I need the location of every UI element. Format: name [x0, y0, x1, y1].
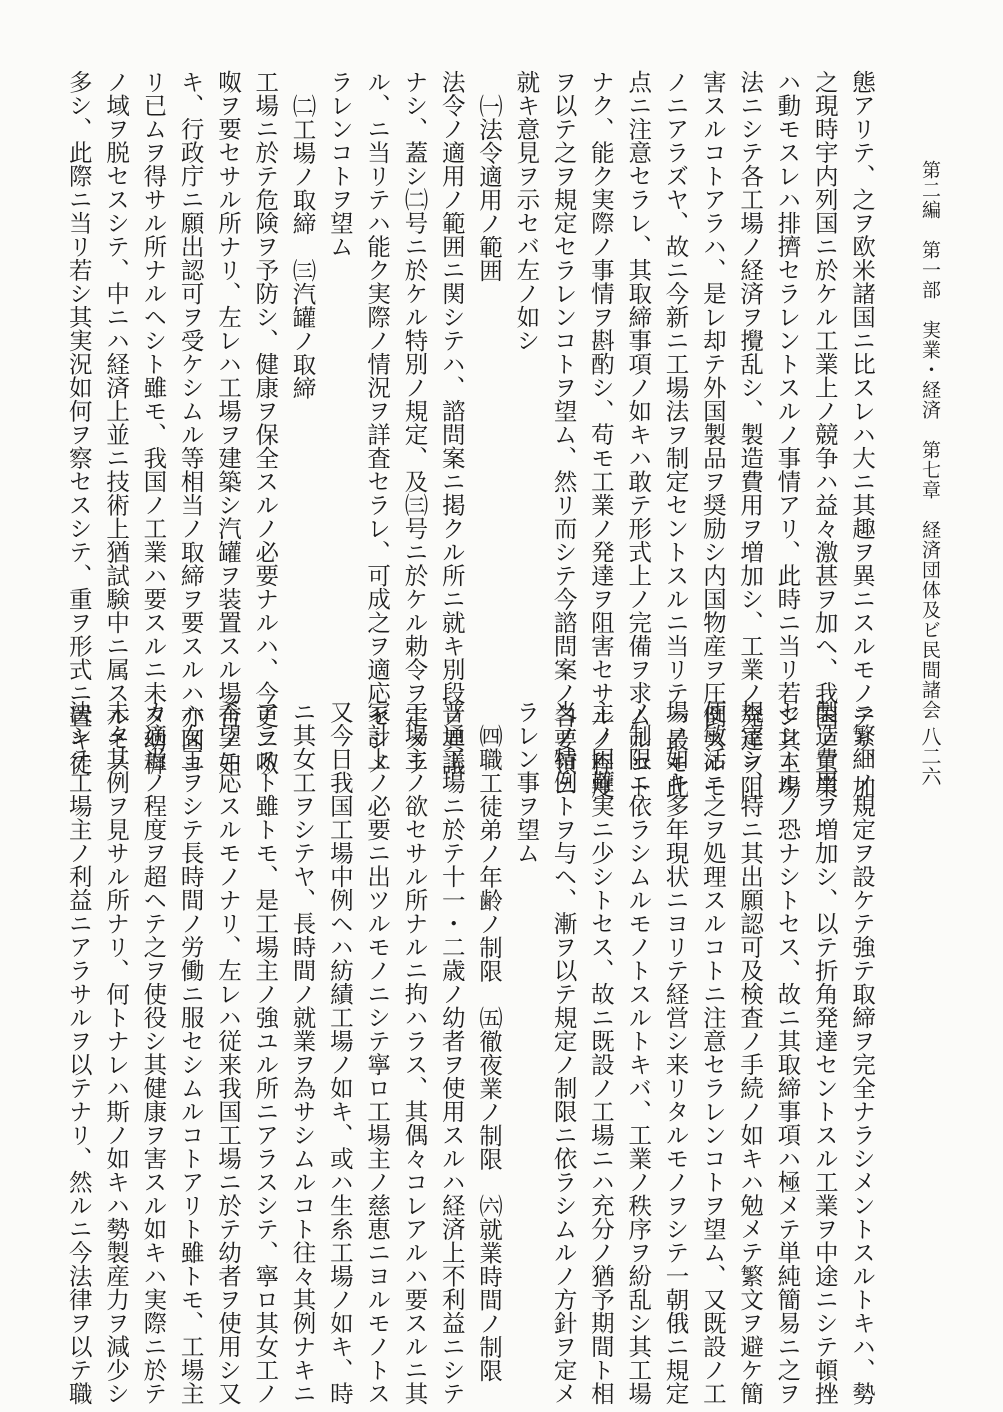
text-line: 場ノ如キ多年現状ニヨリテ経営シ来リタルモノヲシテ一朝俄ニ規定 [661, 700, 690, 1405]
text-line: キ、行政庁ニ願出認可ヲ受ケシムル等相当ノ取締ヲ要スルハ亦固ヨ [176, 70, 205, 775]
text-line: 家計上ノ必要ニ出ツルモノニシテ寧ロ工場主ノ慈恵ニヨルモノトス [363, 700, 392, 1405]
text-line: 害スルコトアラハ、是レ却テ外国製品ヲ奨励シ内国物産ヲ圧倒スルモ [698, 70, 727, 799]
text-line: ニ其女工ヲシテヤ、長時間ノ就業ヲ為サシムルコト往々其例ナキニ [288, 700, 317, 1405]
section-heading: ㈣職工徒弟ノ年齢ノ制限 ㈤徹夜業ノ制限 ㈥就業時間ノ制限 [475, 724, 504, 1382]
text-line: 未タ其例ヲ見サル所ナリ、何トナレハ斯ノ如キハ勢製産力ヲ減少シ [102, 700, 131, 1405]
text-line: 決シテ工場主ノ利益ニアラサルヲ以テナリ、然ルニ今法律ヲ以テ職 [64, 700, 93, 1405]
text-line: ノ域ヲ脱セスシテ、中ニハ経済上並ニ技術上猶試験中ニ属スルモノ [102, 70, 131, 775]
section-heading: ㈡工場ノ取締 ㈢汽罐ノ取締 [288, 94, 317, 400]
text-line: 普通工場ニ於テ十一・二歳ノ幼者ヲ使用スルハ経済上不利益ニシテ [437, 700, 466, 1405]
text-line: ハ女工ヲシテ長時間ノ労働ニ服セシムルコトアリト雖トモ、工場主 [176, 700, 205, 1405]
text-line: ル、ニ当リテハ能ク実際ノ情況ヲ詳査セラレ、可成之ヲ適応セシメ [363, 70, 392, 775]
text-line: カ適当ノ程度ヲ超ヘテ之ヲ使役シ其健康ヲ害スル如キハ実際ニ於テ [139, 700, 168, 1405]
text-line: 之現時宇内列国ニ於ケル工業上ノ競争ハ益々激甚ヲ加ヘ、我国ノ工業 [810, 70, 839, 799]
text-line: 規定シ、特ニ其出願認可及検査ノ手続ノ如キハ勉メテ繁文ヲ避ケ簡 [736, 700, 765, 1405]
text-line: 態アリテ、之ヲ欧米諸国ニ比スレハ大ニ其趣ヲ異ニスルモノアリ、加 [848, 70, 876, 799]
text-line: ナク、能ク実際ノ事情ヲ斟酌シ、苟モ工業ノ発達ヲ阻害セサルノ程度 [586, 70, 615, 799]
text-line: ラレン事ヲ望ム [512, 700, 541, 865]
page-number: 八二六 [918, 726, 942, 786]
text-line: 製造費用ヲ増加シ、以テ折角発達セントスル工業ヲ中途ニシテ頓挫 [810, 700, 839, 1405]
text-line: 主ノ困難実ニ少シトセス、故ニ既設ノ工場ニハ充分ノ猶予期間ト相 [586, 700, 615, 1405]
text-line: ナシ、蓋シ㈡号ニ於ケル特別ノ規定、及㈢号ニ於ケル勅令ヲ定メラ [400, 70, 429, 775]
text-line: 法令ノ適用ノ範囲ニ関シテハ、諮問案ニ掲クル所ニ就キ別段ノ異議 [437, 70, 466, 775]
text-line: ラレンコトヲ望ム [325, 70, 354, 258]
text-line: 工場ニ於テ危険ヲ予防シ、健康ヲ保全スルノ必要ナルハ、今更ニ呶 [251, 70, 280, 775]
text-line: 就キ意見ヲ示セバ左ノ如シ [512, 70, 541, 352]
text-line: 便敏活ニ之ヲ処理スルコトニ注意セラレンコトヲ望ム、又既設ノ工 [698, 700, 727, 1405]
text-line: 希望ニ応スルモノナリ、左レハ従来我国工場ニ於テ幼者ヲ使用シ又 [213, 700, 242, 1405]
text-line: セシムルノ恐ナシトセス、故ニ其取締事項ハ極メテ単純簡易ニ之ヲ [773, 700, 802, 1405]
text-line: 呶ヲ要セサル所ナリ、左レハ工場ヲ建築シ汽罐ヲ装置スル場合ノ如 [213, 70, 242, 775]
text-line: リ已ムヲ得サル所ナルヘシト雖モ、我国ノ工業ハ要スルニ未タ幼穉 [139, 70, 168, 775]
text-line: 点ニ注意セラレ、其取締事項ノ如キハ敢テ形式上ノ完備ヲ求ムルコト [624, 70, 653, 799]
running-header: 第二編 第一部 実業・経済 第七章 経済団体及ビ民間諸会 [919, 160, 941, 720]
text-line: 当ノ特例トヲ与ヘ、漸ヲ以テ規定ノ制限ニ依ラシムルノ方針ヲ定メ [549, 700, 578, 1405]
text-line: ノニアラズヤ、故ニ今新ニ工場法ヲ制定セントスルニ当リテハ最モ此 [661, 70, 690, 799]
text-block-lower [64, 700, 880, 1405]
text-line: 多シ、此際ニ当リ若シ其実況如何ヲ察セスシテ、重ヲ形式ニ置キ徒 [64, 70, 93, 775]
text-line: ヲ以テ之ヲ規定セラレンコトヲ望ム、然リ而シテ今諮問案ノ各要領ニ [549, 70, 578, 799]
text-line: ニ繁細ノ規定ヲ設ケテ強テ取締ヲ完全ナラシメントスルトキハ、勢 [848, 700, 876, 1405]
text-line: ハ動モスレハ排擠セラレントスルノ事情アリ、此時ニ当リ若シ其工場 [773, 70, 802, 799]
text-line: 工場主ノ欲セサル所ナルニ拘ハラス、其偶々コレアルハ要スルニ其 [400, 700, 429, 1405]
section-heading: ㈠法令適用ノ範囲 [475, 94, 504, 282]
text-line: アラスト雖トモ、是工場主ノ強ユル所ニアラスシテ、寧ロ其女工ノ [251, 700, 280, 1405]
text-line: 法ニシテ各工場ノ経済ヲ攪乱シ、製造費用ヲ増加シ、工業ノ発達ヲ阻 [736, 70, 765, 799]
text-line: 又今日我国工場中例ヘハ紡績工場ノ如キ、或ハ生糸工場ノ如キ、時 [325, 700, 354, 1405]
text-line: ノ制限ニ依ラシムルモノトスルトキバ、工業ノ秩序ヲ紛乱シ其工場 [624, 700, 653, 1405]
